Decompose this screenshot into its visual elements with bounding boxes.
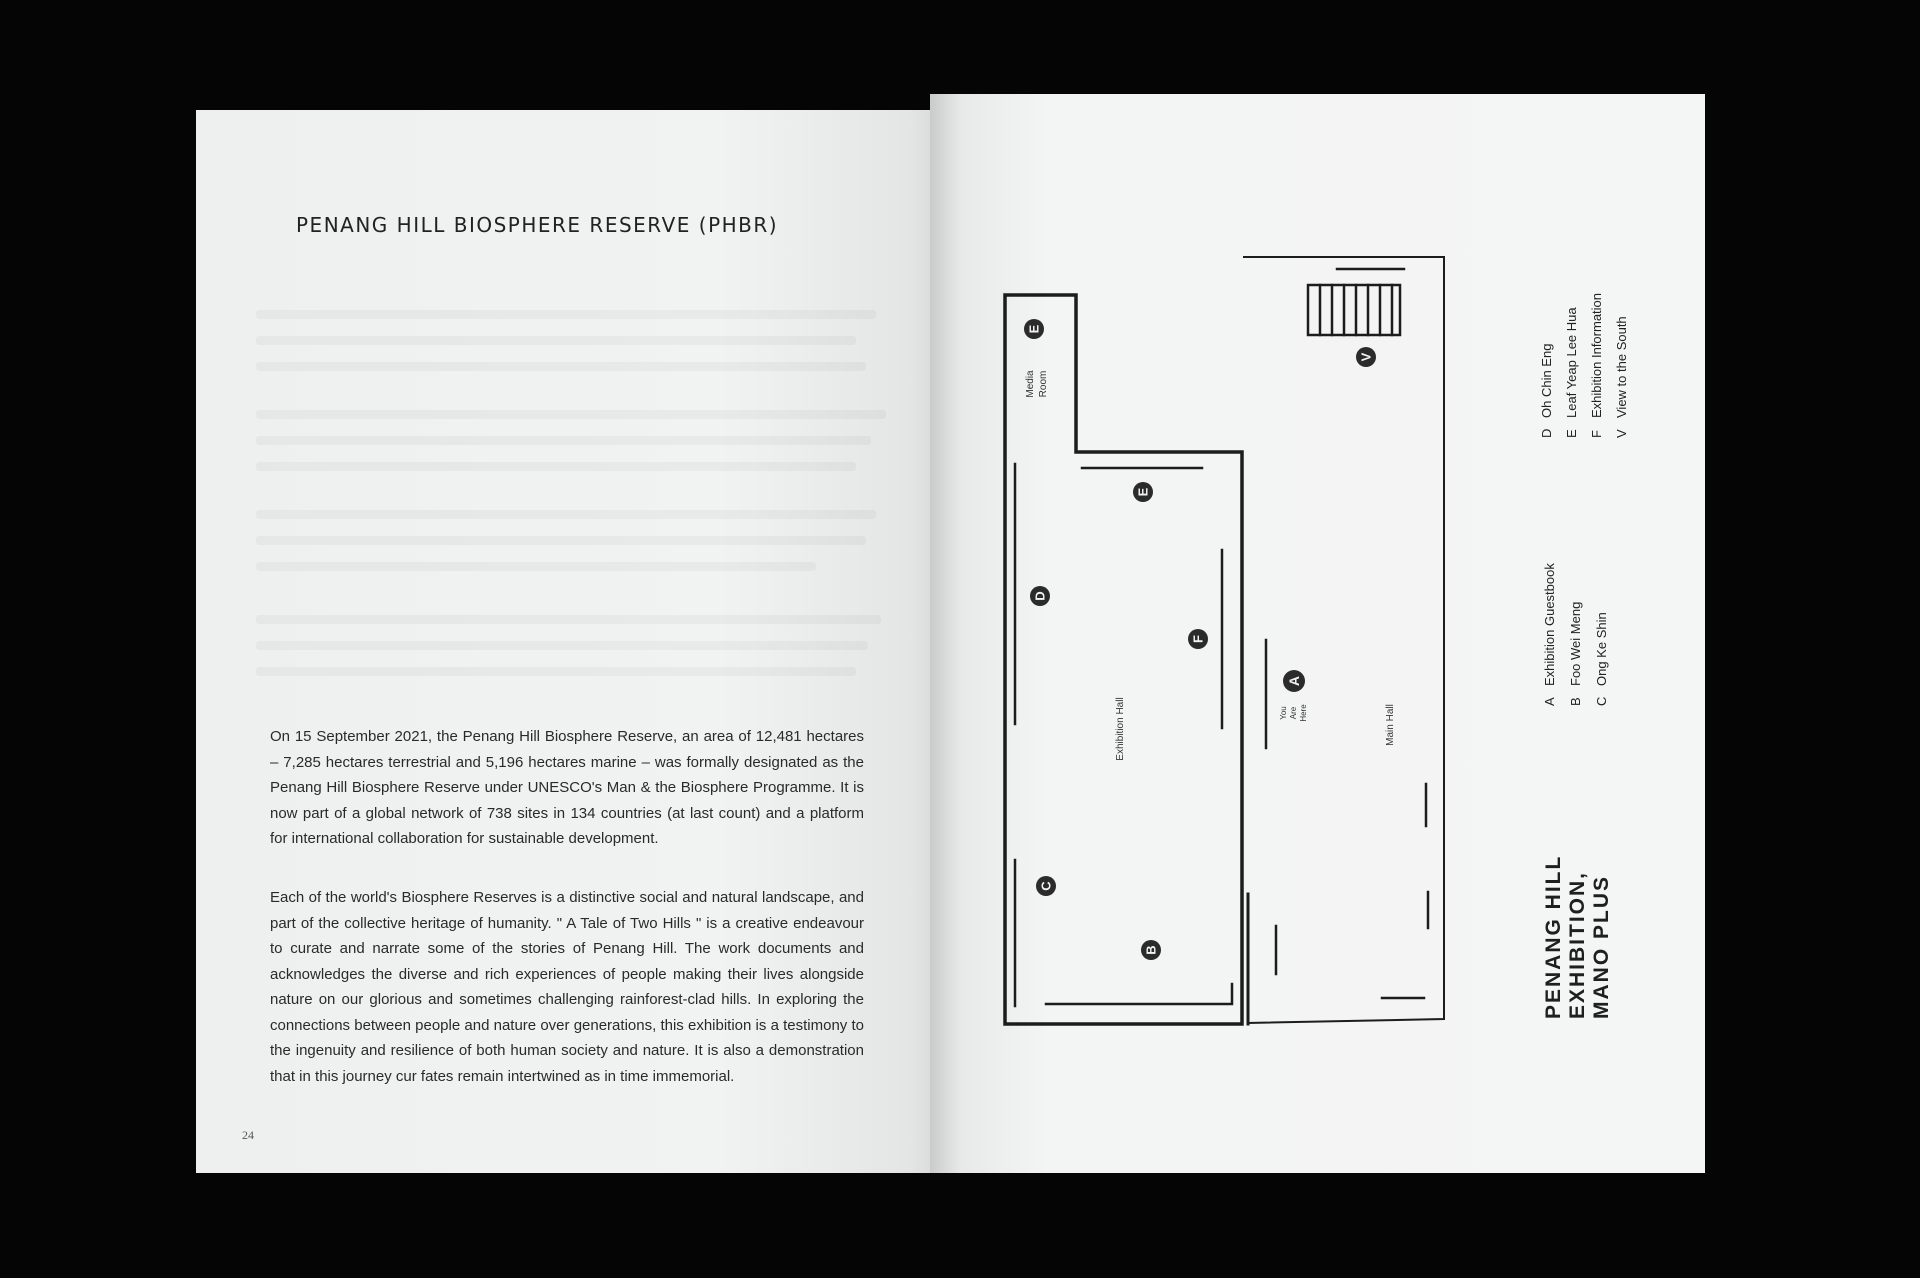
legend-item [1542,563,1557,706]
svg-text:E: E [1026,324,1042,334]
show-through-text [256,510,876,519]
media-room-label [1025,370,1049,398]
svg-text:View to the South: View to the South [1614,316,1629,418]
page-number: 24 [242,1128,254,1142]
svg-text:Media: Media [1025,370,1036,398]
svg-text:F: F [1190,635,1206,643]
svg-text:Foo Wei Meng: Foo Wei Meng [1568,601,1583,686]
svg-text:Leaf Yeap Lee Hua: Leaf Yeap Lee Hua [1564,307,1579,418]
svg-text:Exhibition Hall: Exhibition Hall [1115,697,1126,761]
legend-item [1589,293,1604,438]
svg-text:B: B [1143,945,1159,955]
marker-F [1188,629,1208,649]
legend-column-2 [1539,293,1629,438]
left-page [196,110,946,1173]
exhibition-title [1542,855,1613,1019]
floor-plan-map [930,94,1705,1173]
show-through-text [256,562,816,571]
legend-item [1594,612,1609,706]
legend-item [1564,307,1579,438]
svg-text:E: E [1564,429,1579,438]
inner-wall [1046,984,1232,1004]
show-through-text [256,462,856,471]
svg-text:You: You [1279,706,1288,720]
marker-V [1356,347,1376,367]
svg-text:C: C [1594,696,1609,706]
outer-wall [1005,295,1242,1024]
show-through-text [256,310,876,319]
svg-text:Oh Chin Eng: Oh Chin Eng [1539,343,1554,418]
stairs [1308,285,1400,335]
main-hall-wall [1244,257,1444,1023]
legend-column-1 [1542,563,1609,706]
show-through-text [256,436,871,445]
svg-text:PENANG HILL: PENANG HILL [1542,854,1565,1019]
svg-text:Ong Ke Shin: Ong Ke Shin [1594,612,1609,686]
legend-item [1568,602,1583,706]
marker-A [1283,670,1305,692]
show-through-text [256,410,886,419]
page-heading: PENANG HILL BIOSPHERE RESERVE (PHBR) [296,213,779,238]
show-through-text [256,667,856,676]
show-through-text [256,536,866,545]
exhibition-hall-label [1115,697,1126,760]
svg-text:MANO PLUS: MANO PLUS [1590,875,1613,1019]
svg-text:V: V [1614,429,1629,438]
svg-text:Exhibition Information: Exhibition Information [1589,292,1604,418]
show-through-text [256,362,866,371]
svg-text:E: E [1135,487,1151,497]
svg-text:C: C [1038,881,1054,891]
marker-E-media [1024,319,1044,339]
you-are-here-label [1279,704,1308,722]
svg-text:Room: Room [1038,370,1049,398]
svg-text:D: D [1539,428,1554,438]
marker-E [1133,482,1153,502]
svg-text:F: F [1589,430,1604,438]
marker-D [1030,586,1050,606]
svg-text:A: A [1286,675,1302,687]
body-paragraph-2: Each of the world's Biosphere Reserves is a distinctive social and natural landscape, and part of the collective heritage of humanity. " A Tale of Two Hills " is a creative endeavour to curate and narrate some of the stories of Penang Hill. The work documents and acknowledges the diverse and rich experiences of people making their lives alongside nature on our glorious and sometimes challenging rainforest-clad hills. In exploring the connections between people and nature over generations, this exhibition is a testimony to the ingenuity and resilience of both human society and nature. It is also a demonstration that in this journey cur fates remain intertwined as in time immemorial. [270,889,864,1085]
marker-B [1141,940,1161,960]
show-through-text [256,641,868,650]
svg-text:B: B [1568,697,1583,706]
legend-item [1539,344,1554,438]
svg-text:Are: Are [1289,706,1298,720]
show-through-text [256,615,881,624]
marker-C [1036,876,1056,896]
svg-text:Here: Here [1299,704,1308,722]
svg-text:EXHIBITION,: EXHIBITION, [1566,870,1589,1019]
svg-text:A: A [1542,697,1557,706]
body-paragraph-1: On 15 September 2021, the Penang Hill Biosphere Reserve, an area of 12,481 hectares – 7,285 hectares terrestrial and 5,196 hectares marine – was formally designated as the Penang Hill Biosphere Reserve under UNESCO's Man & the Biosphere Programme. It is now part of a global network of 738 sites in 134 countries (at last count) and a platform for international collaboration for sustainable development. [270,728,864,847]
show-through-text [256,336,856,345]
svg-text:D: D [1032,591,1048,601]
svg-text:Main Hall: Main Hall [1385,704,1396,746]
legend-item [1614,316,1629,438]
right-page [930,94,1705,1173]
svg-text:V: V [1358,352,1374,362]
svg-text:Exhibition Guestbook: Exhibition Guestbook [1542,563,1557,686]
main-hall-label [1385,704,1396,746]
